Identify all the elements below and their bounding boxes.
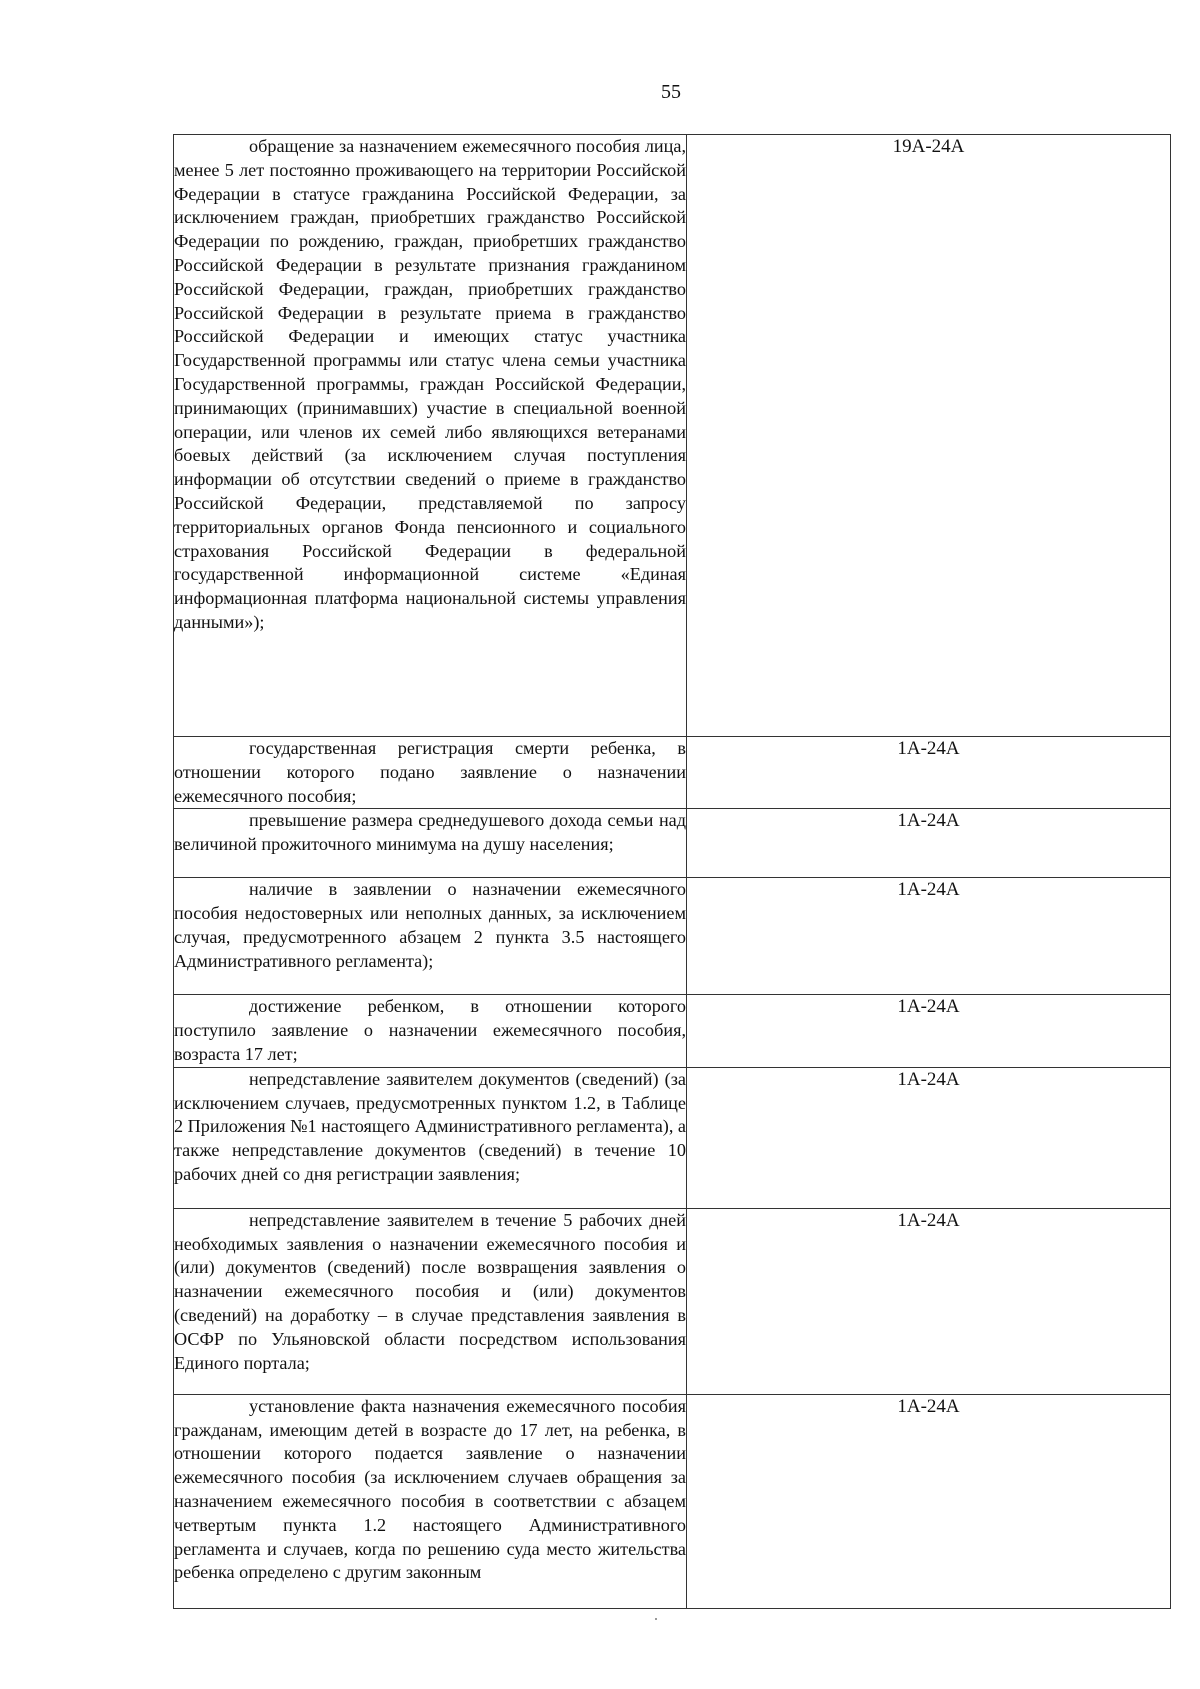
- condition-text: установление факта назначения ежемесячного пособия гражданам, имеющим детей в возрасте до 17 лет, на ребенка, в отношении которого подается заявление о назначении ежемесячного пособия (за исключением случаев обращения за назначением ежемесячного пособия в соответствии с абзацем четвертым пункта 1.2 настоящего Административного регламента и случаев, когда по решению суда место жительства ребенка определено с другим законным: [174, 1395, 686, 1583]
- table-row: [174, 737, 1171, 809]
- condition-cell: [174, 1208, 687, 1394]
- condition-cell: [174, 737, 687, 809]
- condition-text: наличие в заявлении о назначении ежемесячного пособия недостоверных или неполных данных, за исключением случая, предусмотренного абзацем 2 пункта 3.5 настоящего Административного регламента);: [174, 879, 686, 971]
- scan-speck: [655, 1618, 657, 1620]
- table-row: [174, 1208, 1171, 1394]
- condition-text: превышение размера среднедушевого дохода семьи над величиной прожиточного минимума на душу населения;: [174, 810, 686, 855]
- conditions-table: [173, 134, 1171, 1609]
- code-cell: 1А-24А: [687, 1208, 1171, 1394]
- condition-text: непредставление заявителем в течение 5 рабочих дней необходимых заявления о назначении ежемесячного пособия и (или) документов (сведений) после возвращения заявления о назначении ежемесячного пособия и (или) документов (сведений) на доработку – в случае представления заявления в ОСФР по Ульяновской области посредством использования Единого портала;: [174, 1209, 686, 1373]
- condition-cell: [174, 135, 687, 737]
- condition-text: государственная регистрация смерти ребенка, в отношении которого подано заявление о назначении ежемесячного пособия;: [174, 738, 686, 806]
- condition-cell: [174, 878, 687, 995]
- condition-cell: [174, 1394, 687, 1608]
- table-row: [174, 809, 1171, 878]
- code-cell: 19А-24А: [687, 135, 1171, 737]
- code-cell: 1А-24А: [687, 1067, 1171, 1208]
- condition-text: непредставление заявителем документов (сведений) (за исключением случаев, предусмотренных пунктом 1.2, в Таблице 2 Приложения №1 настоящего Административного регламента), а также непредставление документов (сведений) в течение 10 рабочих дней со дня регистрации заявления;: [174, 1068, 686, 1184]
- condition-text: обращение за назначением ежемесячного пособия лица, менее 5 лет постоянно проживающего на территории Российской Федерации в статусе гражданина Российской Федерации, за исключением граждан, приобретших гражданство Российской Федерации по рождению, граждан, приобретших гражданство Российской Федерации в результате признания гражданином Российской Федерации, граждан, приобретших гражданство Российской Федерации в результате приема в гражданство Российской Федерации и имеющих статус участника Государственной программы или статус члена семьи участника Государственной программы, граждан Российской Федерации, принимающих (принимавших) участие в специальной военной операции, или членов их семей либо являющихся ветеранами боевых действий (за исключением случая поступления информации об отсутствии сведений о приеме в гражданство Российской Федерации, представляемой по запросу территориальных органов Фонда пенсионного и социального страхования Российской Федерации в федеральной государственной информационной системе «Единая информационная платформа национальной системы управления данными»);: [174, 136, 686, 632]
- code-cell: 1А-24А: [687, 737, 1171, 809]
- condition-cell: [174, 1067, 687, 1208]
- table-row: [174, 995, 1171, 1067]
- code-cell: 1А-24А: [687, 878, 1171, 995]
- table-row: [174, 1067, 1171, 1208]
- code-cell: 1А-24А: [687, 809, 1171, 878]
- table-row: [174, 878, 1171, 995]
- condition-cell: [174, 809, 687, 878]
- code-cell: 1А-24А: [687, 995, 1171, 1067]
- table-row: [174, 1394, 1171, 1608]
- condition-cell: [174, 995, 687, 1067]
- page-number: 55: [661, 81, 681, 103]
- condition-text: достижение ребенком, в отношении которого поступило заявление о назначении ежемесячного пособия, возраста 17 лет;: [174, 996, 686, 1064]
- table-row: [174, 135, 1171, 737]
- code-cell: 1А-24А: [687, 1394, 1171, 1608]
